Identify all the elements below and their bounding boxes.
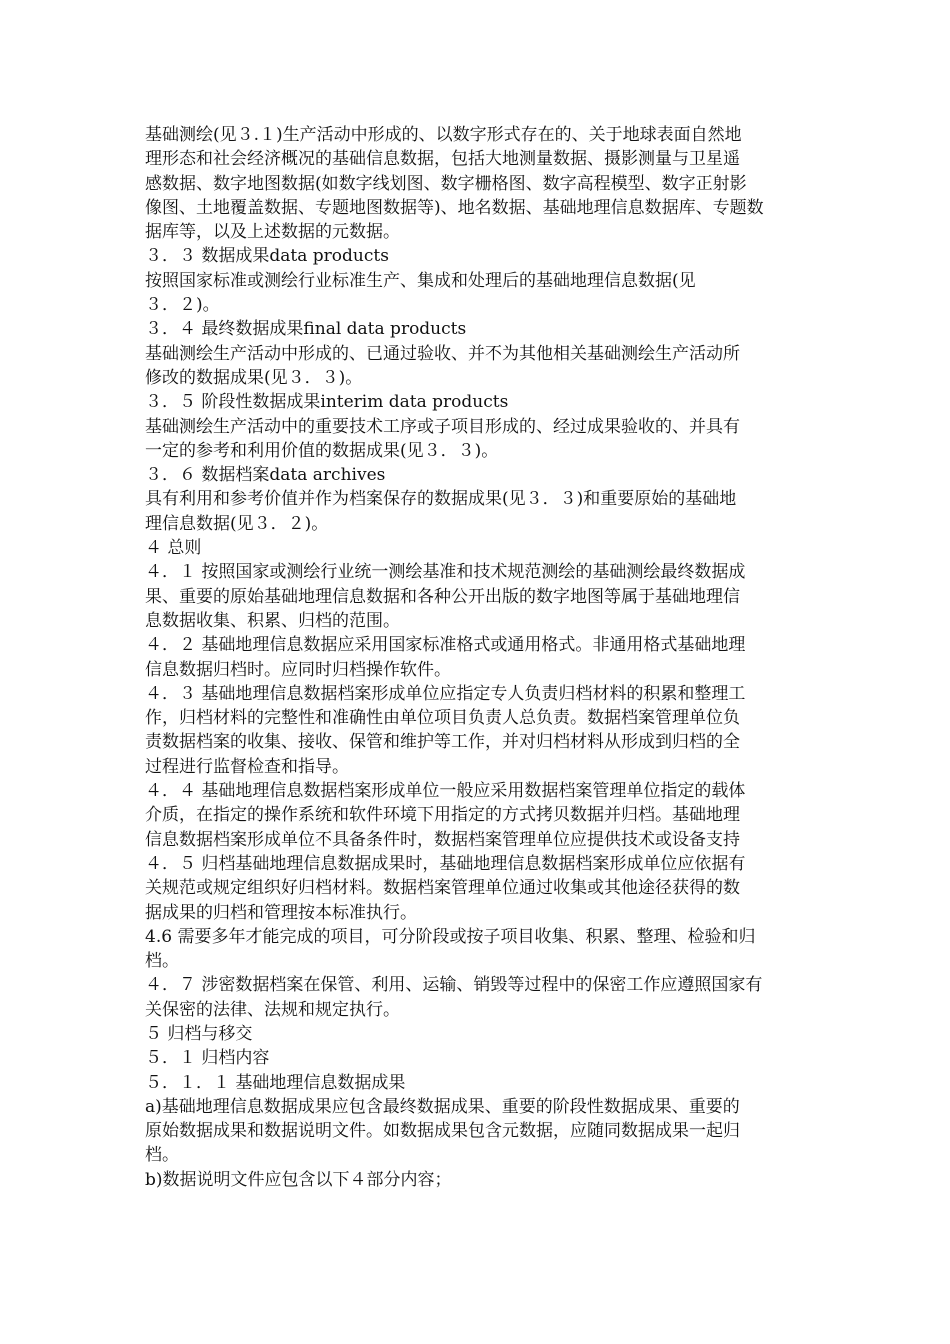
text-line: a)基础地理信息数据成果应包含最终数据成果、重要的阶段性数据成果、重要的 (145, 1096, 740, 1117)
text-line: 关保密的法律、法规和规定执行。 (145, 999, 400, 1020)
text-line: ４．１ 按照国家或测绘行业统一测绘基准和技术规范测绘的基础测绘最终数据成 (145, 562, 746, 583)
text-line: 信息数据档案形成单位不具备条件时，数据档案管理单位应提供技术或设备支持 (145, 829, 740, 850)
text-line: 基础测绘生产活动中形成的、已通过验收、并不为其他相关基础测绘生产活动所 (145, 343, 740, 364)
text-line: 档。 (145, 1145, 179, 1166)
text-line: 具有利用和参考价值并作为档案保存的数据成果(见３．３)和重要原始的基础地 (145, 489, 737, 510)
section-heading-5-1-1: ５．１．１ 基础地理信息数据成果 (145, 1072, 406, 1093)
section-heading-3-4: ３．４ 最终数据成果final data products (145, 319, 467, 340)
text-line: 理信息数据(见３．２)。 (145, 513, 329, 534)
text-line: 介质，在指定的操作系统和软件环境下用指定的方式拷贝数据并归档。基础地理 (145, 805, 740, 826)
section-heading-5: ５ 归档与移交 (145, 1023, 253, 1044)
text-line: 信息数据归档时。应同时归档操作软件。 (145, 659, 451, 680)
text-line: 息数据收集、积累、归档的范围。 (145, 610, 400, 631)
text-line: ４．３ 基础地理信息数据档案形成单位应指定专人负责归档材料的积累和整理工 (145, 683, 746, 704)
section-heading-3-6: ３．６ 数据档案data archives (145, 465, 386, 486)
document-body (145, 123, 815, 1192)
text-line: 按照国家标准或测绘行业标准生产、集成和处理后的基础地理信息数据(见 (145, 270, 696, 291)
text-line: 档。 (145, 951, 179, 972)
text-line: 基础测绘(见３.１)生产活动中形成的、以数字形式存在的、关于地球表面自然地 (145, 125, 742, 145)
text-line: 感数据、数字地图数据(如数字线划图、数字栅格图、数字高程模型、数字正射影 (145, 173, 747, 194)
text-line: ３．２)。 (145, 295, 220, 316)
text-line: b)数据说明文件应包含以下４部分内容； (145, 1169, 452, 1190)
text-line: ４．２ 基础地理信息数据应采用国家标准格式或通用格式。非通用格式基础地理 (145, 635, 746, 656)
text-line: ４．５ 归档基础地理信息数据成果时，基础地理信息数据档案形成单位应依据有 (145, 853, 746, 874)
text-line: 4.6 需要多年才能完成的项目，可分阶段或按子项目收集、积累、整理、检验和归 (145, 926, 756, 947)
text-line: 据成果的归档和管理按本标准执行。 (145, 902, 417, 923)
text-line: 修改的数据成果(见３．３)。 (145, 367, 363, 388)
text-line: 基础测绘生产活动中的重要技术工序或子项目形成的、经过成果验收的、并具有 (145, 416, 740, 437)
text-line: 像图、土地覆盖数据、专题地图数据等)、地名数据、基础地理信息数据库、专题数 (145, 197, 764, 218)
text-line: ４．４ 基础地理信息数据档案形成单位一般应采用数据档案管理单位指定的载体 (145, 781, 746, 802)
text-line: 理形态和社会经济概况的基础信息数据，包括大地测量数据、摄影测量与卫星遥 (145, 149, 740, 170)
section-heading-3-3: ３．３ 数据成果data products (145, 246, 389, 267)
text-line: 作，归档材料的完整性和准确性由单位项目负责人总负责。数据档案管理单位负 (145, 708, 740, 729)
text-line: 关规范或规定组织好归档材料。数据档案管理单位通过收集或其他途径获得的数 (145, 878, 740, 899)
text-line: 原始数据成果和数据说明文件。如数据成果包含元数据，应随同数据成果一起归 (145, 1121, 740, 1142)
text-line: 果、重要的原始基础地理信息数据和各种公开出版的数字地图等属于基础地理信 (145, 586, 740, 607)
text-line: 过程进行监督检查和指导。 (145, 756, 349, 777)
text-line: 一定的参考和利用价值的数据成果(见３．３)。 (145, 440, 499, 461)
section-heading-5-1: ５．１ 归档内容 (145, 1048, 270, 1069)
text-line: 责数据档案的收集、接收、保管和维护等工作，并对归档材料从形成到归档的全 (145, 732, 740, 753)
text-line: ４．７ 涉密数据档案在保管、利用、运输、销毁等过程中的保密工作应遵照国家有 (145, 975, 763, 996)
section-heading-4: ４ 总则 (145, 538, 202, 559)
section-heading-3-5: ３．５ 阶段性数据成果interim data products (145, 392, 509, 413)
text-line: 据库等，以及上述数据的元数据。 (145, 222, 400, 243)
